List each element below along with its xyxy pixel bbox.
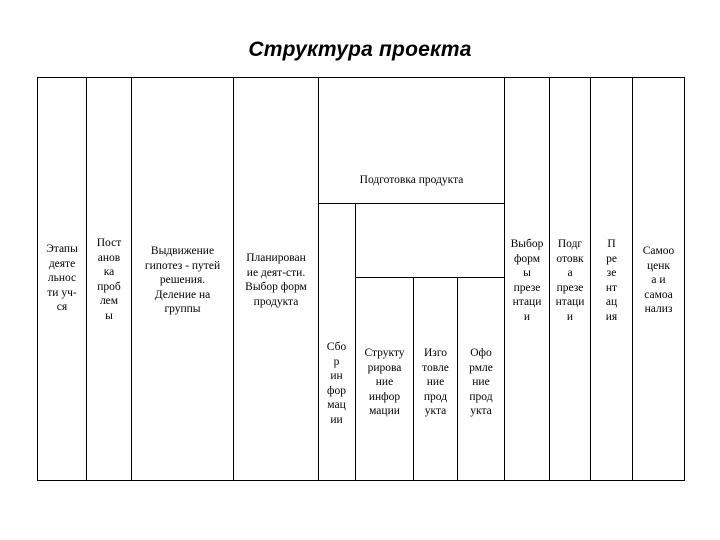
product-making-header: Изго товле ние прод укта [422, 347, 449, 417]
presentation-header: П ре зе нт ац ия [605, 238, 618, 323]
self-assessment-header: Самоо ценк а и самоа нализ [642, 245, 675, 315]
page-title: Структура проекта [248, 38, 472, 61]
subheader-divider [318, 203, 504, 204]
subcolumn-divider [355, 203, 356, 480]
info-collection-header: Сбо р ин фор мац ии [326, 341, 347, 426]
stages-header: Этапы деяте льнос ти уч- ся [46, 243, 78, 313]
presentation-prep-header: Подг отовк а презе нтаци и [555, 238, 585, 323]
subheader-divider [355, 277, 504, 278]
product-design-header: Офо рмле ние прод укта [469, 347, 493, 417]
product-prep-header: Подготовка продукта [359, 174, 464, 186]
presentation-choice-header: Выбор форм ы презе нтаци и [510, 238, 544, 323]
planning-header: Планирован ие деят-сти. Выбор форм продукта [245, 252, 307, 308]
hypotheses-header: Выдвижение гипотез - путей решения. Деление на группы [144, 245, 221, 315]
project-structure-table [37, 77, 685, 481]
info-structuring-header: Структу рирова ние инфор мации [364, 347, 405, 417]
problem-header: Пост анов ка проб лем ы [96, 237, 122, 322]
